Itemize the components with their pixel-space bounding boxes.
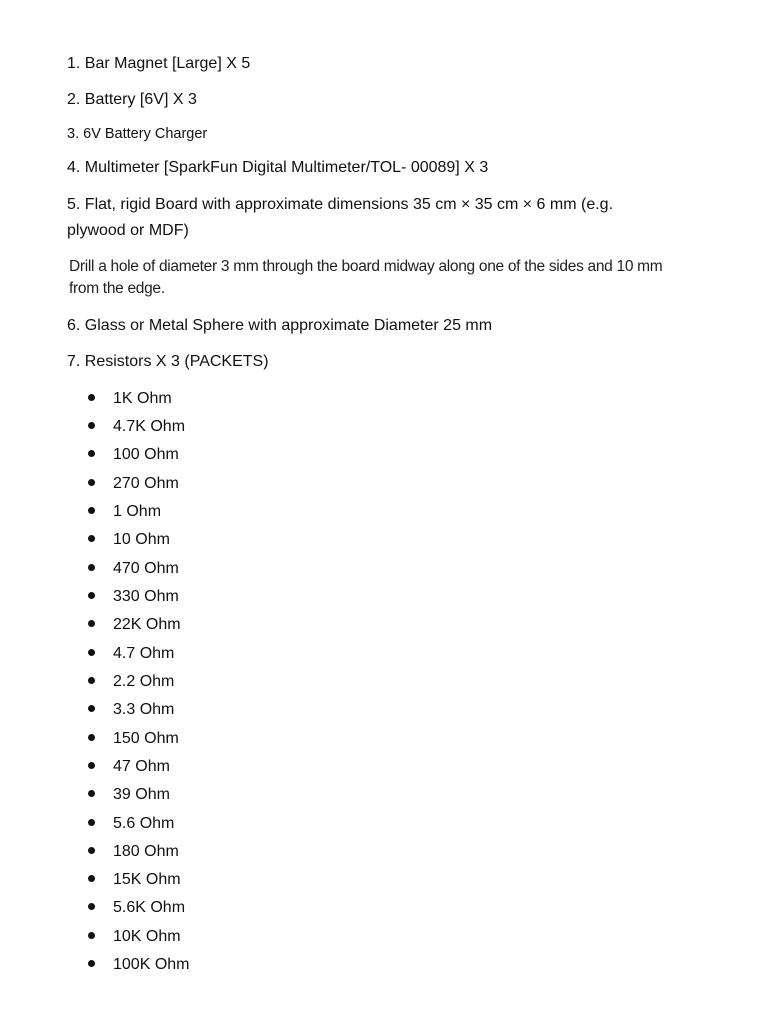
bullet-icon: [88, 790, 95, 797]
resistor-value: 1 Ohm: [113, 503, 162, 520]
item-text: 6V Battery Charger: [83, 126, 208, 142]
resistor-value: 100K Ohm: [113, 956, 190, 973]
resistor-item: [88, 782, 170, 810]
list-item-4: [67, 155, 488, 181]
resistor-item: [88, 839, 179, 867]
item-number: 5.: [67, 196, 81, 213]
resistor-item: [88, 442, 179, 470]
resistor-value: 100 Ohm: [113, 446, 179, 463]
resistor-item: [88, 867, 181, 895]
item-text: Glass or Metal Sphere with approximate Diameter 25 mm: [84, 317, 493, 334]
resistor-item: [88, 697, 174, 725]
item-text: Multimeter [SparkFun Digital Multimeter/TOL- 00089] X 3: [84, 159, 489, 176]
bullet-icon: [88, 677, 95, 684]
bullet-icon: [88, 592, 95, 599]
resistor-item: [88, 726, 179, 754]
resistor-item: [88, 584, 179, 612]
resistor-value: 180 Ohm: [113, 843, 179, 860]
bullet-icon: [88, 932, 95, 939]
bullet-icon: [88, 875, 95, 882]
resistor-item: [88, 499, 161, 527]
item-number: 4.: [67, 159, 81, 176]
resistor-item: [88, 754, 170, 782]
resistor-value: 15K Ohm: [113, 871, 181, 888]
bullet-icon: [88, 960, 95, 967]
resistor-value: 39 Ohm: [113, 786, 170, 803]
bullet-icon: [88, 903, 95, 910]
resistor-item: [88, 612, 181, 640]
resistor-item: [88, 414, 185, 442]
resistor-item: [88, 952, 189, 980]
item-text: Resistors X 3 (PACKETS): [84, 353, 269, 370]
resistor-item: [88, 471, 179, 499]
item-number: 3.: [67, 126, 80, 142]
bullet-icon: [88, 734, 95, 741]
resistor-value: 22K Ohm: [113, 616, 181, 633]
resistor-value: 10 Ohm: [113, 531, 170, 548]
bullet-icon: [88, 479, 95, 486]
resistor-value: 1K Ohm: [113, 390, 172, 407]
resistor-item: [88, 669, 174, 697]
list-item-1: [67, 51, 250, 77]
list-item-2: [67, 87, 197, 113]
list-item-7: [67, 349, 269, 375]
bullet-icon: [88, 762, 95, 769]
drill-instruction-note: Drill a hole of diameter 3 mm through the board midway along one of the sides and 10 mm from the edge.: [69, 258, 663, 297]
item-text: Bar Magnet [Large] X 5: [84, 55, 251, 72]
bullet-icon: [88, 620, 95, 627]
resistor-value: 5.6K Ohm: [113, 899, 186, 916]
list-item-6: [67, 313, 492, 339]
list-item-5: [67, 192, 667, 244]
bullet-icon: [88, 819, 95, 826]
bullet-icon: [88, 705, 95, 712]
resistor-value: 150 Ohm: [113, 730, 179, 747]
list-item-3: [67, 121, 207, 147]
bullet-icon: [88, 450, 95, 457]
item-number: 2.: [67, 91, 81, 108]
resistor-value: 5.6 Ohm: [113, 815, 175, 832]
resistor-value: 330 Ohm: [113, 588, 179, 605]
resistor-item: [88, 527, 170, 555]
resistor-item: [88, 895, 185, 923]
item-number: 7.: [67, 353, 81, 370]
resistor-value: 270 Ohm: [113, 475, 179, 492]
resistor-item: [88, 641, 174, 669]
bullet-icon: [88, 564, 95, 571]
item-number: 1.: [67, 55, 81, 72]
bullet-icon: [88, 649, 95, 656]
resistor-value: 2.2 Ohm: [113, 673, 175, 690]
item-text: Battery [6V] X 3: [84, 91, 197, 108]
resistor-item: [88, 556, 179, 584]
bullet-icon: [88, 507, 95, 514]
bullet-icon: [88, 847, 95, 854]
resistor-item: [88, 811, 174, 839]
bullet-icon: [88, 535, 95, 542]
resistor-item: [88, 386, 172, 414]
resistor-value: 47 Ohm: [113, 758, 170, 775]
bullet-icon: [88, 394, 95, 401]
resistor-item: [88, 924, 181, 952]
bullet-icon: [88, 422, 95, 429]
resistor-value: 4.7 Ohm: [113, 645, 175, 662]
resistor-value: 10K Ohm: [113, 928, 181, 945]
resistor-value: 3.3 Ohm: [113, 701, 175, 718]
item-number: 6.: [67, 317, 81, 334]
resistor-value: 470 Ohm: [113, 560, 179, 577]
resistor-value: 4.7K Ohm: [113, 418, 186, 435]
item-text: Flat, rigid Board with approximate dimensions 35 cm × 35 cm × 6 mm (e.g. plywood or MDF): [67, 196, 614, 239]
